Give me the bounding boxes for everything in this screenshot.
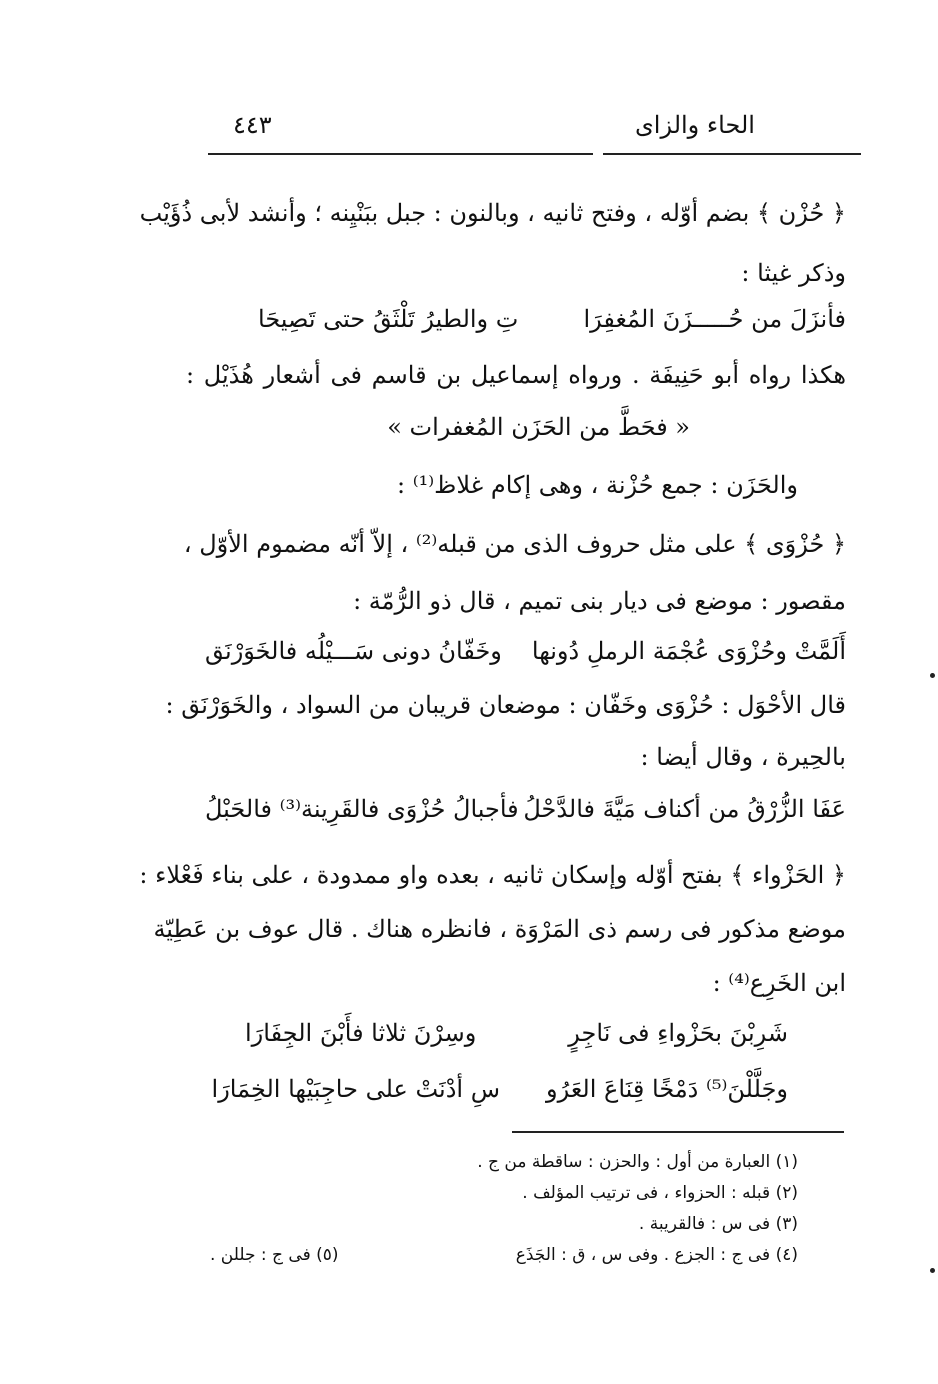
body-line: هكذا رواه أبو حَنِيفَة . ورواه إسماعيل بن قاسم فى أشعار هُذَيْل : xyxy=(186,361,846,389)
footnote-text: قبله : الحزواء ، فى ترتيب المؤلف . xyxy=(522,1183,771,1203)
page-header xyxy=(205,105,865,145)
verse-hemistich-left: فأجبالُ حُزْوَى فالقَرِينة⁽³⁾ فالحَبْلُ xyxy=(205,795,519,823)
running-title: الحاء والزاى xyxy=(635,111,755,139)
footnote-number: (٥) xyxy=(316,1245,339,1265)
footnote-number: (٢) xyxy=(775,1183,798,1203)
verse-hemistich-left: سِ أدْنَتْ على حاجِبَيْها الخِمَارَا xyxy=(211,1075,500,1103)
verse-hemistich-right: فأنزَلَ من حُـــــزَنَ المُغفِرَا xyxy=(583,305,846,333)
footnote xyxy=(477,1150,798,1174)
footnote-rule xyxy=(512,1131,844,1133)
body-line: ﴿ حُزْوَى ﴾ على مثل حروف الذى من قبله⁽²⁾ ، إلاّ أنّه مضموم الأوّل ، xyxy=(183,530,846,558)
footnote-number: (١) xyxy=(775,1152,798,1172)
body-line: قال الأحْوَل : حُزْوَى وخَفّان : موضعان قريبان من السواد ، والخَوَرْنَق : xyxy=(165,691,846,719)
footnote-text: العبارة من أول : والحزن : ساقطة من ج . xyxy=(477,1152,771,1172)
verse-hemistich-right: عَفَا الزُّرْقُ من أكناف مَيَّةَ فالدَّحْلُ xyxy=(523,795,846,823)
margin-mark xyxy=(930,673,935,678)
verse-hemistich-right: أَلَمَّتْ وحُزْوَى عُجْمَة الرملِ دُونها xyxy=(531,637,846,665)
footnote xyxy=(516,1243,798,1267)
footnote-number: (٣) xyxy=(775,1214,798,1234)
footnote-text: فى س : فالقريبة . xyxy=(638,1214,771,1234)
footnote-number: (٤) xyxy=(775,1245,798,1265)
footnote-text: فى ج : الجزع . وفى س ، ق : الجَذَع xyxy=(515,1245,771,1265)
body-line: مقصور : موضع فى ديار بنى تميم ، قال ذو الرُّمّة : xyxy=(353,587,846,615)
footnote xyxy=(522,1181,798,1205)
body-line: بالحِيرة ، وقال أيضا : xyxy=(640,743,846,771)
verse-hemistich-left: وسِرْنَ ثلاثا فأَبْنَ الجِفَارَا xyxy=(245,1019,477,1047)
body-line: موضع مذكور فى رسم ذى المَرْوَة ، فانظره هناك . قال عوف بن عَطِيّة xyxy=(153,915,846,943)
footnote xyxy=(639,1212,798,1236)
verse-hemistich-right: شَرِبْنَ بحَزْواءِ فى نَاجِرٍ xyxy=(568,1019,788,1047)
body-line: ابن الخَرِع⁽⁴⁾ : xyxy=(712,969,846,997)
body-line: ﴿ حُزْن ﴾ بضم أوّله ، وفتح ثانيه ، وبالنون : جبل ببَنْيِنه ؛ وأنشد لأبى ذُؤَيْب xyxy=(139,199,846,227)
verse-hemistich-right: وجَلَّلْنَ⁽⁵⁾ دَمْخًا قِنَاعَ العَرُو xyxy=(546,1075,788,1103)
verse-hemistich-left: وخَفّانُ دونى سَـــيْلُه فالخَوَرْنَق xyxy=(205,637,502,665)
header-rule-left xyxy=(208,153,593,155)
verse-hemistich-left: تِ والطيرُ تَلْثَقُ حتى تَصِيحَا xyxy=(258,305,519,333)
body-line: والحَزَن : جمع حُزْنة ، وهى إكام غلاظ⁽¹⁾ : xyxy=(397,471,798,499)
margin-mark xyxy=(930,1268,935,1273)
page-number: ٤٤٣ xyxy=(233,111,272,139)
body-line: ﴿ الحَزْواء ﴾ بفتح أوّله وإسكان ثانيه ، بعده واو ممدودة ، على بناء فَعْلاء : xyxy=(139,861,846,889)
header-rule-right xyxy=(603,153,861,155)
footnote xyxy=(210,1243,339,1267)
quoted-line: « فحَطَّ من الحَزَن المُغفرات » xyxy=(387,413,690,441)
footnote-text: فى ج : جللن . xyxy=(210,1245,311,1265)
body-line: وذكر غيثا : xyxy=(741,259,846,287)
